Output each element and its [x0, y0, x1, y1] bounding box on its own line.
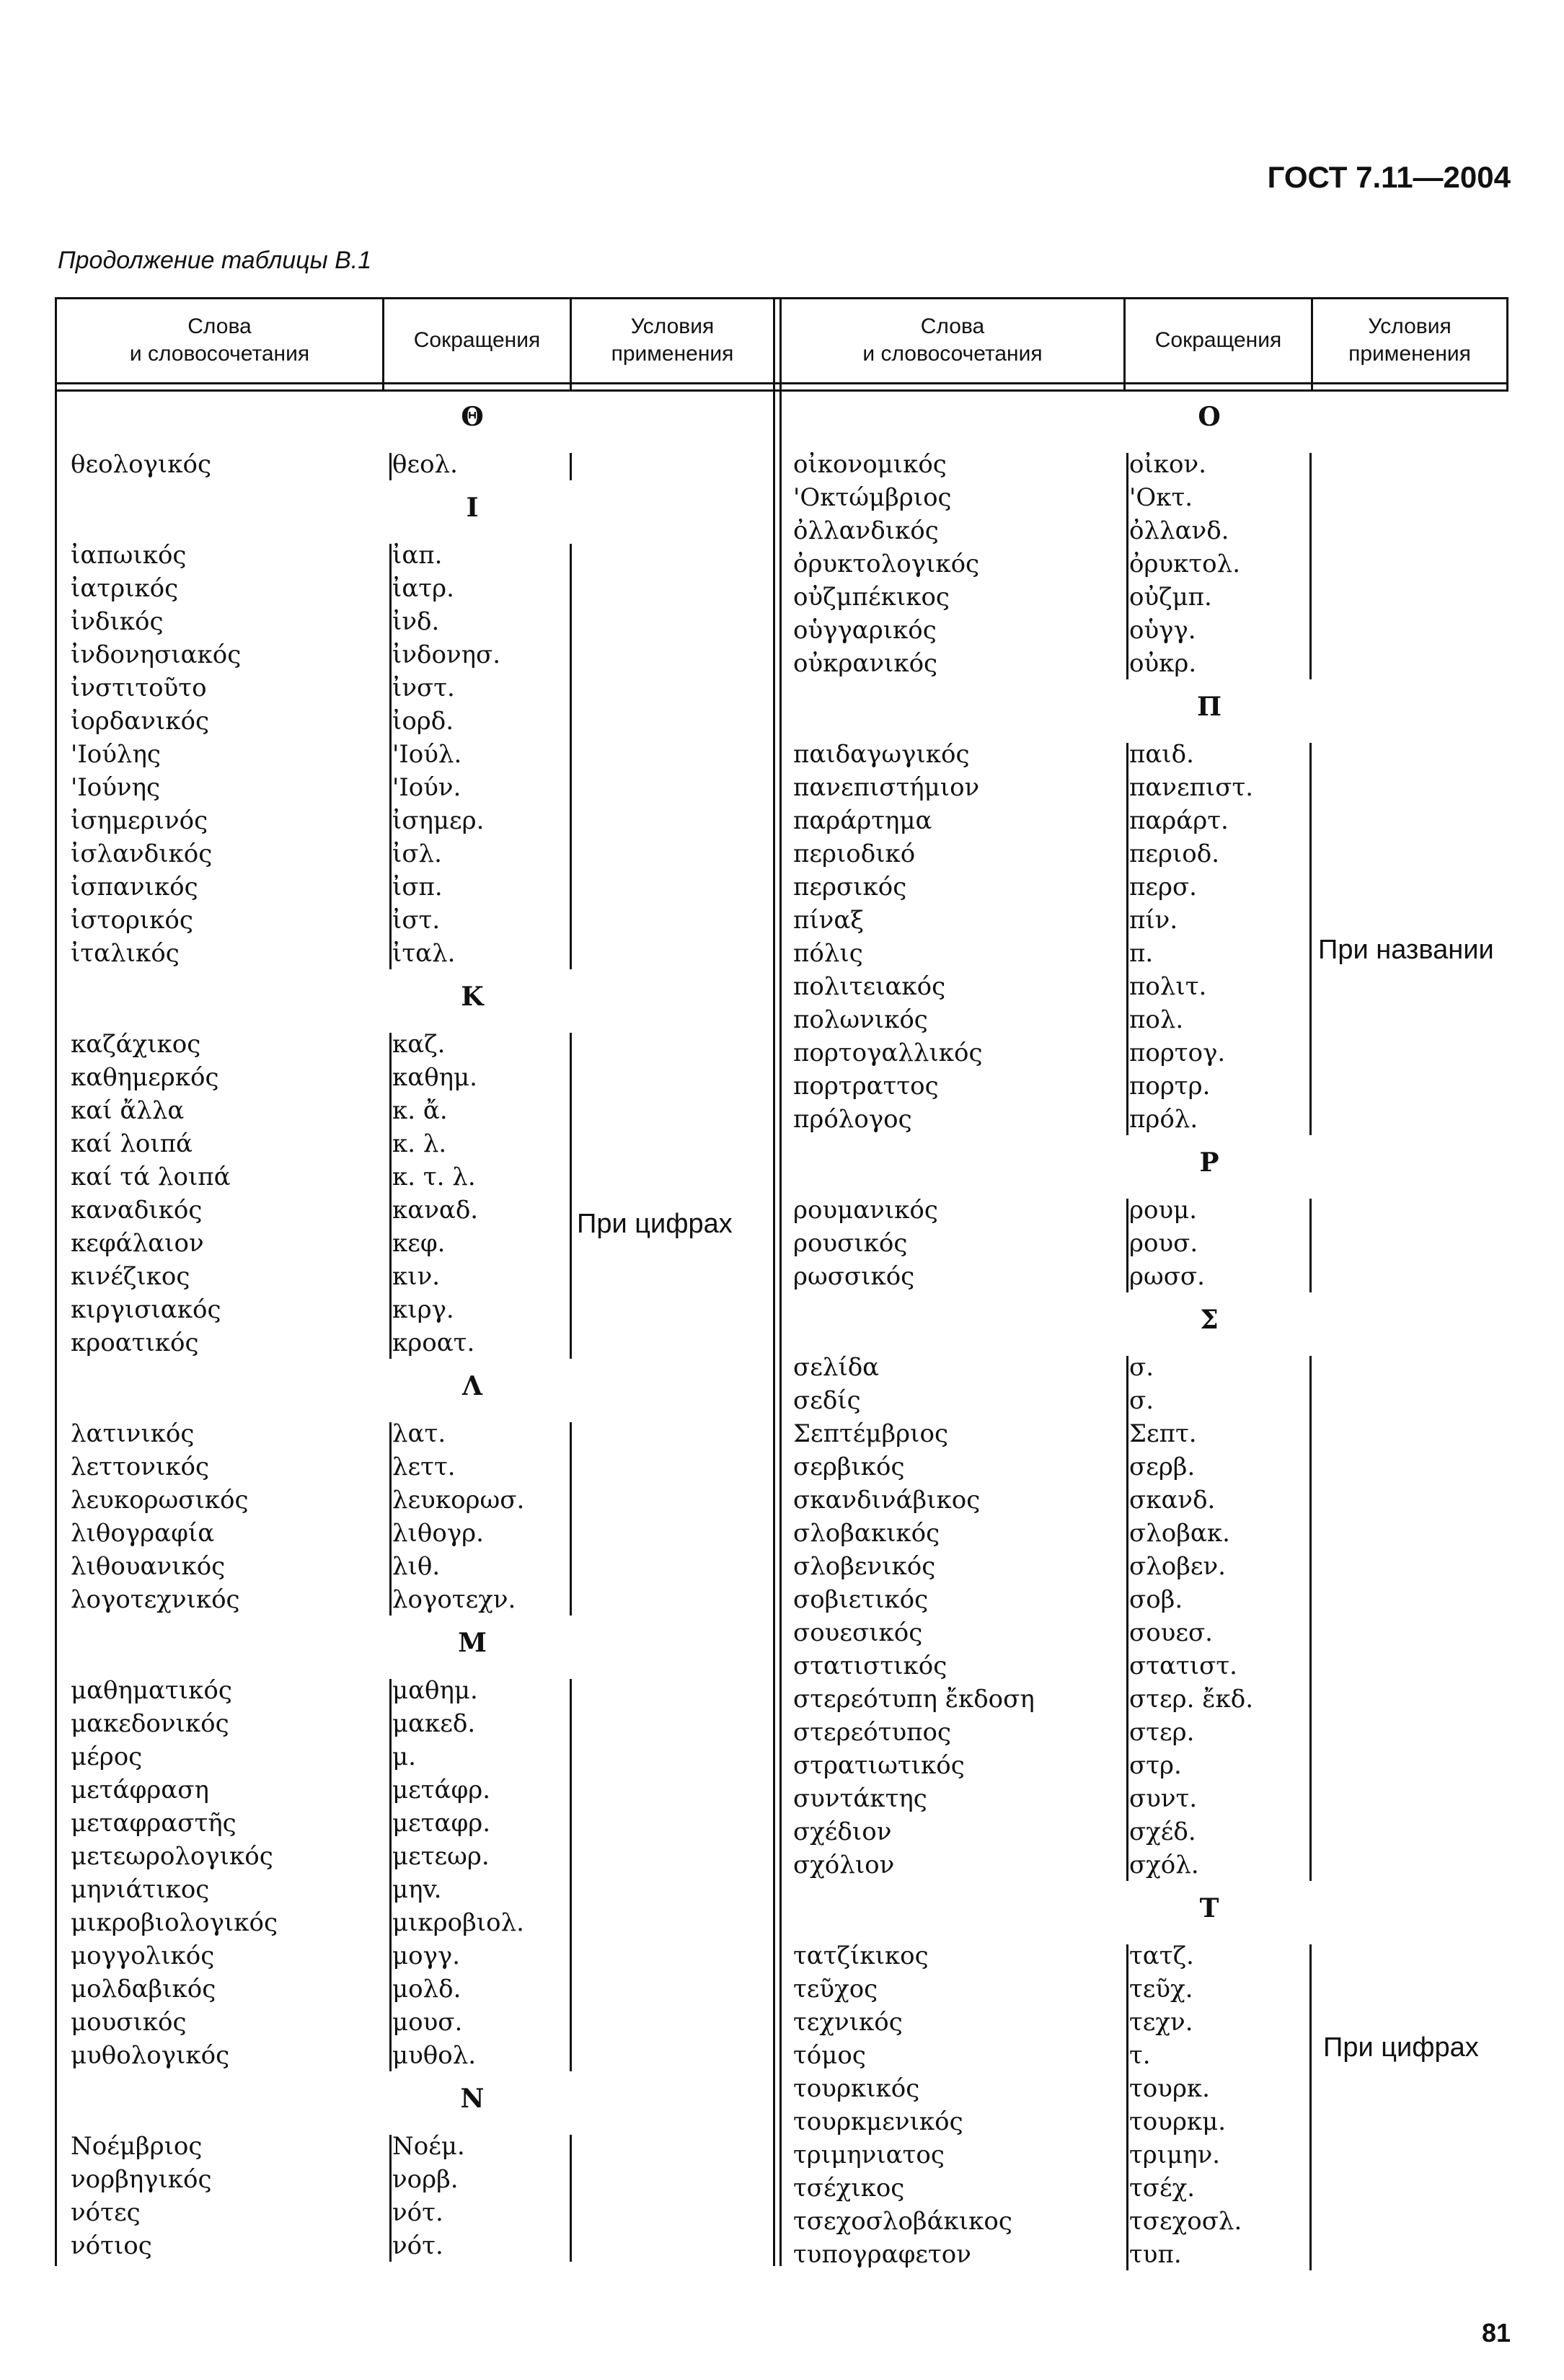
word-cell: πολιτειακός — [793, 972, 946, 1001]
abbreviation-cell: ἰορδ. — [392, 707, 454, 736]
word-cell: ἰστορικός — [71, 906, 193, 935]
table-top-border — [55, 297, 1508, 299]
abbreviation-cell: μογγ. — [392, 1942, 461, 1970]
word-cell: σλοβενικός — [793, 1552, 936, 1581]
abbreviation-cell: σλοβακ. — [1129, 1519, 1230, 1548]
abbreviation-cell: λευκορωσ. — [392, 1486, 525, 1515]
table-caption: Продолжение таблицы В.1 — [58, 247, 372, 274]
word-cell: καναδικός — [71, 1196, 203, 1225]
word-cell: λιθογραφία — [71, 1519, 215, 1548]
table-center-divider-a — [773, 297, 775, 2266]
abbreviation-cell: ρωσσ. — [1129, 1262, 1205, 1291]
word-cell: ἰορδανικός — [71, 707, 209, 736]
column-cond-rule — [1309, 1356, 1312, 1881]
abbreviation-cell: τριμην. — [1129, 2141, 1221, 2169]
abbreviation-cell: στατιστ. — [1129, 1652, 1237, 1680]
col-header-words-left: Слова и словосочетания — [129, 314, 310, 366]
abbreviation-cell: καζ. — [392, 1030, 446, 1059]
column-abbr-rule — [389, 544, 392, 969]
abbreviation-cell: μετεωρ. — [392, 1842, 490, 1871]
abbreviation-cell: ὀρυκτολ. — [1129, 550, 1241, 578]
word-cell: σχόλιον — [793, 1851, 895, 1879]
abbreviation-cell: τουρκ. — [1129, 2074, 1210, 2103]
table-left-border — [55, 297, 57, 2266]
abbreviation-cell: μολδ. — [392, 1975, 461, 2004]
column-cond-rule — [570, 453, 572, 480]
abbreviation-cell: μυθολ. — [392, 2041, 477, 2070]
abbreviation-cell: λατ. — [392, 1419, 446, 1448]
abbreviation-cell: μ. — [392, 1742, 416, 1771]
word-cell: τουρκμενικός — [793, 2107, 963, 2136]
abbreviation-cell: πολ. — [1129, 1005, 1184, 1034]
word-cell: ρουσικός — [793, 1229, 908, 1258]
abbreviation-cell: μακεδ. — [392, 1709, 476, 1738]
abbreviation-cell: λογοτεχν. — [392, 1585, 516, 1614]
word-cell: σερβικός — [793, 1453, 905, 1481]
abbreviation-cell: οὐζμπ. — [1129, 583, 1212, 612]
word-cell: πανεπιστήμιον — [793, 773, 980, 802]
word-cell: σουεσικός — [793, 1618, 923, 1647]
abbreviation-cell: τεῦχ. — [1129, 1975, 1193, 2004]
word-cell: καθημερκός — [71, 1063, 219, 1092]
col-header-words-right: Слова и словосочетания — [862, 314, 1043, 366]
word-cell: στερεότυπη ἔκδοση — [793, 1685, 1035, 1714]
abbreviation-cell: σ. — [1129, 1353, 1154, 1382]
abbreviation-cell: πανεπιστ. — [1129, 773, 1254, 802]
abbreviation-cell: τσέχ. — [1129, 2174, 1196, 2203]
word-cell: κινέζικος — [71, 1262, 190, 1291]
abbreviation-cell: οὐκρ. — [1129, 649, 1197, 678]
word-cell: Νοέμβριος — [71, 2132, 203, 2161]
word-cell: πίναξ — [793, 906, 865, 935]
left-condition: При цифрах — [577, 1209, 733, 1239]
word-cell: 'Οκτώμβριος — [793, 483, 952, 512]
word-cell: λιθουανικός — [71, 1552, 226, 1581]
word-cell: ἰταλικός — [71, 939, 180, 968]
abbreviation-cell: σερβ. — [1129, 1453, 1196, 1481]
abbreviation-cell: στερ. — [1129, 1718, 1195, 1747]
abbreviation-cell: οἰκον. — [1129, 450, 1206, 479]
abbreviation-cell: καθημ. — [392, 1063, 477, 1092]
abbreviation-cell: ὀλλανδ. — [1129, 516, 1229, 545]
word-cell: οὐκρανικός — [793, 649, 938, 678]
word-cell: στερεότυπος — [793, 1718, 952, 1747]
abbreviation-cell: ἰταλ. — [392, 939, 456, 968]
column-abbr-rule — [1126, 453, 1128, 679]
word-cell: σεδίς — [793, 1386, 861, 1415]
word-cell: ρωσσικός — [793, 1262, 915, 1291]
word-cell: πρόλογος — [793, 1105, 912, 1134]
abbreviation-cell: τατζ. — [1129, 1942, 1194, 1970]
word-cell: ὀλλανδικός — [793, 516, 939, 545]
word-cell: ἰατρικός — [71, 574, 179, 603]
word-cell: σχέδιον — [793, 1817, 892, 1846]
word-cell: πορτογαλλικός — [793, 1039, 983, 1067]
column-abbr-rule — [389, 1679, 392, 2071]
word-cell: τυπογραφετον — [793, 2240, 971, 2269]
table-right-border — [1506, 297, 1508, 391]
abbreviation-cell: πορτογ. — [1129, 1039, 1226, 1067]
section-letter: T — [1199, 1893, 1219, 1923]
word-cell: μηνιάτικος — [71, 1875, 210, 1904]
abbreviation-cell: Σεπτ. — [1129, 1419, 1197, 1448]
word-cell: σοβιετικός — [793, 1585, 929, 1614]
word-cell: πολωνικός — [793, 1005, 928, 1034]
abbreviation-cell: λιθογρ. — [392, 1519, 484, 1548]
word-cell: οἰκονομικός — [793, 450, 947, 479]
abbreviation-cell: ἰσπ. — [392, 873, 443, 902]
word-cell: παράρτημα — [793, 806, 932, 835]
word-cell: ἰαπωικός — [71, 541, 187, 570]
abbreviation-cell: κ. τ. λ. — [392, 1163, 476, 1191]
abbreviation-cell: περσ. — [1129, 873, 1197, 902]
abbreviation-cell: νότ. — [392, 2198, 443, 2227]
abbreviation-cell: π. — [1129, 939, 1154, 968]
column-abbr-rule — [389, 1422, 392, 1616]
section-letter: I — [466, 493, 479, 523]
word-cell: λεττονικός — [71, 1453, 210, 1481]
abbreviation-cell: τεχν. — [1129, 2008, 1193, 2037]
abbreviation-cell: πορτρ. — [1129, 1072, 1211, 1101]
word-cell: θεολογικός — [71, 450, 211, 479]
abbreviation-cell: κροατ. — [392, 1328, 475, 1357]
column-cond-rule — [1309, 1199, 1312, 1292]
column-cond-rule — [1309, 743, 1312, 1135]
word-cell: ἰσημερινός — [71, 806, 208, 835]
section-letter: P — [1199, 1147, 1219, 1178]
standard-number: ГОСТ 7.11—2004 — [1267, 160, 1511, 194]
word-cell: στρατιωτικός — [793, 1751, 965, 1780]
word-cell: σκανδινάβικος — [793, 1486, 981, 1515]
word-cell: ἰνδονησιακός — [71, 640, 242, 669]
abbreviation-cell: σουεσ. — [1129, 1618, 1213, 1647]
section-letter: Σ — [1200, 1305, 1219, 1335]
abbreviation-cell: σοβ. — [1129, 1585, 1183, 1614]
word-cell: περσικός — [793, 873, 907, 902]
abbreviation-cell: ἰνδ. — [392, 607, 440, 636]
table-center-divider-b — [779, 297, 782, 2266]
abbreviation-cell: ἰαπ. — [392, 541, 443, 570]
abbreviation-cell: 'Ιούν. — [392, 773, 461, 802]
abbreviation-cell: μικροβιολ. — [392, 1908, 524, 1937]
section-letter: M — [458, 1628, 487, 1658]
word-cell: καί τά λοιπά — [71, 1163, 231, 1191]
col-header-cond-right: Условия применения — [1348, 314, 1471, 366]
abbreviation-cell: νορβ. — [392, 2165, 459, 2194]
abbreviation-cell: νότ. — [392, 2231, 443, 2260]
word-cell: περιοδικό — [793, 839, 916, 868]
abbreviation-cell: ἰσημερ. — [392, 806, 485, 835]
section-letter: N — [460, 2084, 485, 2114]
header-rule-2 — [55, 389, 1508, 392]
column-cond-rule — [570, 1422, 572, 1616]
word-cell: τσεχοσλοβάκικος — [793, 2207, 1012, 2236]
word-cell: παιδαγωγικός — [793, 740, 970, 769]
abbreviation-cell: σχέδ. — [1129, 1817, 1196, 1846]
abbreviation-cell: ἰσλ. — [392, 839, 442, 868]
abbreviation-cell: τυπ. — [1129, 2240, 1182, 2269]
abbreviation-cell: τουρκμ. — [1129, 2107, 1227, 2136]
word-cell: μετάφραση — [71, 1776, 209, 1804]
column-abbr-rule — [389, 453, 392, 480]
abbreviation-cell: πρόλ. — [1129, 1105, 1198, 1134]
word-cell: τόμος — [793, 2041, 866, 2070]
word-cell: ἰνδικός — [71, 607, 164, 636]
abbreviation-cell: σχόλ. — [1129, 1851, 1199, 1879]
abbreviation-cell: σ. — [1129, 1386, 1154, 1415]
word-cell: τσέχικος — [793, 2174, 905, 2203]
word-cell: μολδαβικός — [71, 1975, 216, 2004]
abbreviation-cell: ἰνδονησ. — [392, 640, 500, 669]
abbreviation-cell: ἰατρ. — [392, 574, 454, 603]
abbreviation-cell: κεφ. — [392, 1229, 446, 1258]
word-cell: τατζίκικος — [793, 1942, 929, 1970]
word-cell: μακεδονικός — [71, 1709, 229, 1738]
abbreviation-cell: κ. λ. — [392, 1129, 447, 1158]
word-cell: μικροβιολογικός — [71, 1908, 278, 1937]
word-cell: τουρκικός — [793, 2074, 920, 2103]
column-cond-rule — [570, 1033, 572, 1359]
column-abbr-rule — [389, 2135, 392, 2262]
abbreviation-cell: λιθ. — [392, 1552, 441, 1581]
word-cell: καζάχικος — [71, 1030, 201, 1059]
abbreviation-cell: συντ. — [1129, 1784, 1198, 1813]
column-abbr-rule — [1126, 743, 1128, 1135]
abbreviation-cell: πίν. — [1129, 906, 1178, 935]
abbreviation-cell: στερ. ἔκδ. — [1129, 1685, 1254, 1714]
abbreviation-cell: μετάφρ. — [392, 1776, 491, 1804]
word-cell: 'Ιούνης — [71, 773, 160, 802]
abbreviation-cell: λεττ. — [392, 1453, 456, 1481]
word-cell: μαθηματικός — [71, 1676, 232, 1705]
word-cell: πορτραττος — [793, 1072, 939, 1101]
word-cell: σλοβακικός — [793, 1519, 940, 1548]
abbreviation-cell: παιδ. — [1129, 740, 1194, 769]
word-cell: ἰσπανικός — [71, 873, 198, 902]
column-abbr-rule — [1126, 1944, 1128, 2270]
section-letter: Λ — [462, 1371, 482, 1401]
abbreviation-cell: στρ. — [1129, 1751, 1182, 1780]
abbreviation-cell: μαθημ. — [392, 1676, 478, 1705]
word-cell: μεταφραστῆς — [71, 1809, 237, 1838]
column-cond-rule — [1309, 453, 1312, 679]
word-cell: ρουμανικός — [793, 1196, 938, 1225]
word-cell: συντάκτης — [793, 1784, 927, 1813]
word-cell: καί λοιπά — [71, 1129, 193, 1158]
word-cell: νότες — [71, 2198, 141, 2227]
word-cell: μουσικός — [71, 2008, 187, 2037]
word-cell: μέρος — [71, 1742, 143, 1771]
abbreviation-cell: σλοβεν. — [1129, 1552, 1226, 1581]
word-cell: τεχνικός — [793, 2008, 903, 2037]
word-cell: κροατικός — [71, 1328, 199, 1357]
abbreviation-cell: ἰστ. — [392, 906, 441, 935]
abbreviation-cell: κιν. — [392, 1262, 441, 1291]
abbreviation-cell: 'Ιούλ. — [392, 740, 462, 769]
word-cell: Σεπτέμβριος — [793, 1419, 949, 1448]
abbreviation-cell: καναδ. — [392, 1196, 479, 1225]
abbreviation-cell: ἰνστ. — [392, 674, 455, 702]
abbreviation-cell: κιργ. — [392, 1295, 454, 1324]
word-cell: τεῦχος — [793, 1975, 878, 2004]
abbreviation-cell: σκανδ. — [1129, 1486, 1216, 1515]
abbreviation-cell: μηv. — [392, 1875, 442, 1904]
word-cell: κεφάλαιον — [71, 1229, 204, 1258]
column-cond-rule — [570, 544, 572, 969]
word-cell: τριμηνιατος — [793, 2141, 945, 2169]
col-header-cond-left: Условия применения — [611, 314, 734, 366]
right-condition-digits: При цифрах — [1323, 2032, 1479, 2063]
column-cond-rule — [570, 1679, 572, 2071]
abbreviation-cell: πολιτ. — [1129, 972, 1207, 1001]
word-cell: νότιος — [71, 2231, 152, 2260]
word-cell: λογοτεχνικός — [71, 1585, 240, 1614]
word-cell: λατινικός — [71, 1419, 195, 1448]
abbreviation-cell: τ. — [1129, 2041, 1151, 2070]
word-cell: κιργισιακός — [71, 1295, 221, 1324]
column-abbr-rule — [1126, 1199, 1128, 1292]
word-cell: 'Ιούλης — [71, 740, 161, 769]
word-cell: μετεωρολογικός — [71, 1842, 273, 1871]
word-cell: μυθολογικός — [71, 2041, 230, 2070]
word-cell: νορβηγικός — [71, 2165, 212, 2194]
section-letter: Π — [1197, 692, 1221, 722]
word-cell: ἰσλανδικός — [71, 839, 213, 868]
abbreviation-cell: Νοέμ. — [392, 2132, 465, 2161]
abbreviation-cell: περιοδ. — [1129, 839, 1220, 868]
abbreviation-cell: ρουμ. — [1129, 1196, 1198, 1225]
abbreviation-cell: μεταφρ. — [392, 1809, 491, 1838]
abbreviation-cell: μουσ. — [392, 2008, 463, 2037]
word-cell: σελίδα — [793, 1353, 880, 1382]
section-letter: Θ — [461, 402, 484, 432]
abbreviation-cell: θεολ. — [392, 450, 458, 479]
section-letter: K — [461, 982, 484, 1012]
word-cell: πόλις — [793, 939, 863, 968]
header-rule-1 — [55, 382, 1508, 384]
column-abbr-rule — [1126, 1356, 1128, 1881]
section-letter: O — [1198, 402, 1221, 432]
column-cond-rule — [1309, 1944, 1312, 2270]
word-cell: στατιστικός — [793, 1652, 947, 1680]
right-condition-name: При названии — [1318, 935, 1494, 965]
abbreviation-cell: οὑγγ. — [1129, 616, 1196, 645]
word-cell: μογγολικός — [71, 1942, 215, 1970]
word-cell: ἰνστιτοῦτο — [71, 674, 207, 702]
abbreviation-cell: κ. ἄ. — [392, 1096, 448, 1125]
word-cell: οὐζμπέκικος — [793, 583, 950, 612]
word-cell: λευκορωσικός — [71, 1486, 249, 1515]
column-cond-rule — [570, 2135, 572, 2262]
column-abbr-rule — [389, 1033, 392, 1359]
abbreviation-cell: τσεχοσλ. — [1129, 2207, 1242, 2236]
word-cell: οὑγγαρικός — [793, 616, 937, 645]
page-number: 81 — [1481, 2318, 1511, 2348]
col-header-abbr-left: Сокращения — [413, 328, 541, 352]
col-header-abbr-right: Сокращения — [1154, 328, 1282, 352]
abbreviation-cell: παράρτ. — [1129, 806, 1229, 835]
abbreviation-cell: 'Οκτ. — [1129, 483, 1193, 512]
word-cell: καί ἄλλα — [71, 1096, 185, 1125]
word-cell: ὀρυκτολογικός — [793, 550, 980, 578]
abbreviation-cell: ρουσ. — [1129, 1229, 1198, 1258]
